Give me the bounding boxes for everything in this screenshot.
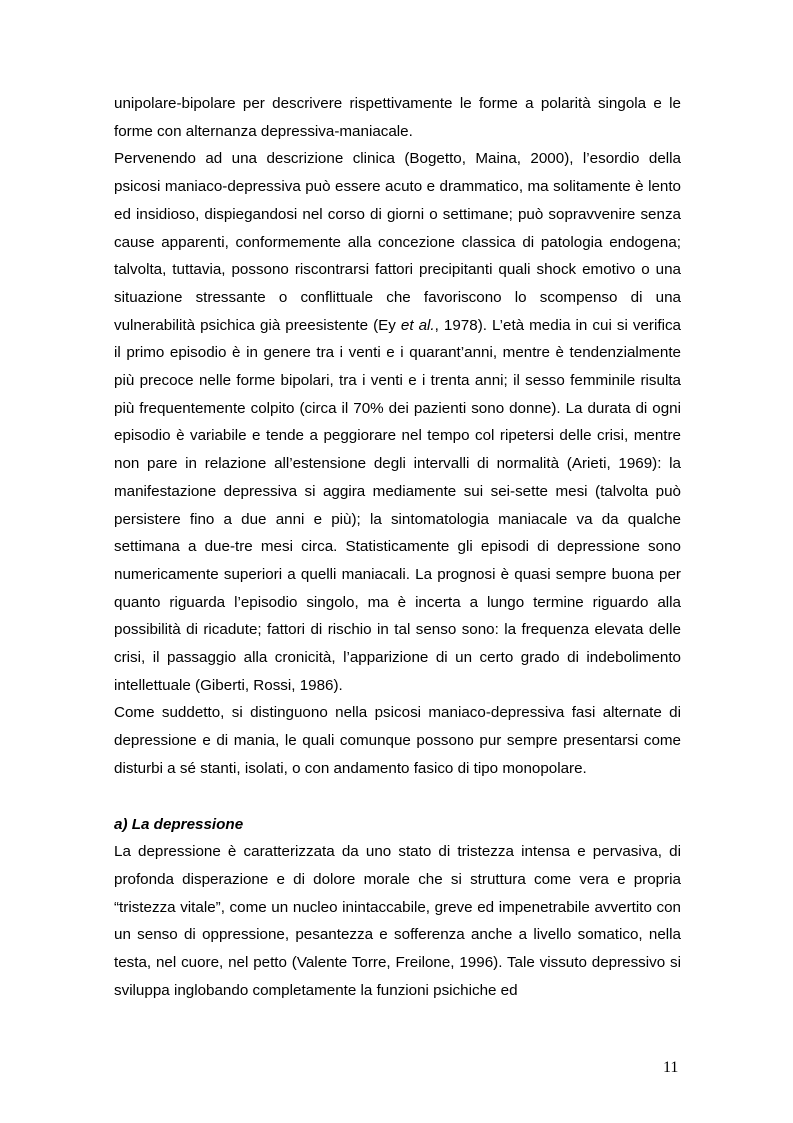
paragraph-polarity: [114, 90, 681, 145]
text-run: Pervenendo ad una descrizione clinica (Bogetto, Maina, 2000), l’esordio della psicosi maniaco-depressiva può essere acuto e drammatico, ma solitamente è lento ed insidioso, dispiegandosi nel corso di giorni o settimane; può sopravvenire senza cause apparenti, conformemente alla concezione classica di patologia endogena; talvolta, tuttavia, possono riscontrarsi fattori precipitanti quali shock emotivo o una situazione stressante o conflittuale che favoriscono lo scompenso di una vulnerabilità psichica già preesistente (Ey: [114, 150, 681, 334]
paragraph-depression: [114, 838, 681, 1004]
section-spacer: [114, 783, 681, 811]
text-run: La depressione è caratterizzata da uno stato di tristezza intensa e pervasiva, di profonda disperazione e di dolore morale che si struttura come vera e propria “tristezza vitale”, come un nucleo inintaccabile, greve ed impenetrabile avvertito con un senso di oppressione, pesantezza e sofferenza anche a livello somatico, nella testa, nel cuore, nel petto (Valente Torre, Freilone, 1996). Tale vissuto depressivo si sviluppa inglobando completamente la funzioni psichiche ed: [114, 843, 681, 999]
body-text: [114, 90, 681, 1005]
italic-citation: et al.: [400, 316, 435, 334]
paragraph-phases: [114, 699, 681, 782]
text-run: , 1978). L’età media in cui si verifica il primo episodio è in genere tra i venti e i quarant’anni, mentre è tendenzialmente più precoce nelle forme bipolari, tra i venti e i trenta anni; il sesso femminile risulta più frequentemente colpito (circa il 70% dei pazienti sono donne). La durata di ogni episodio è variabile e tende a peggiorare nel tempo col ripetersi delle crisi, mentre non pare in relazione all’estensione degli intervalli di normalità (Arieti, 1969): la manifestazione depressiva si aggira mediamente sui sei-sette mesi (talvolta può persistere fino a due anni e più); la sintomatologia maniacale va da qualche settimana a due-tre mesi circa. Statisticamente gli episodi di depressione sono numericamente superiori a quelli maniacali. La prognosi è quasi sempre buona per quanto riguarda l’episodio singolo, ma è incerta a lungo termine riguardo alla possibilità di ricadute; fattori di rischio in tal senso sono: la frequenza elevata delle crisi, il passaggio alla cronicità, l’apparizione di un certo grado di indebolimento intellettuale (Giberti, Rossi, 1986).: [114, 316, 681, 694]
section-heading: a) La depressione: [114, 815, 244, 833]
page-number: 11: [663, 1059, 679, 1076]
paragraph-clinical-description: [114, 145, 681, 699]
text-run: Come suddetto, si distinguono nella psicosi maniaco-depressiva fasi alternate di depressione e di mania, le quali comunque possono pur sempre presentarsi come disturbi a sé stanti, isolati, o con andamento fasico di tipo monopolare.: [114, 704, 681, 777]
text-run: unipolare-bipolare per descrivere rispettivamente le forme a polarità singola e le forme con alternanza depressiva-maniacale.: [114, 95, 681, 140]
